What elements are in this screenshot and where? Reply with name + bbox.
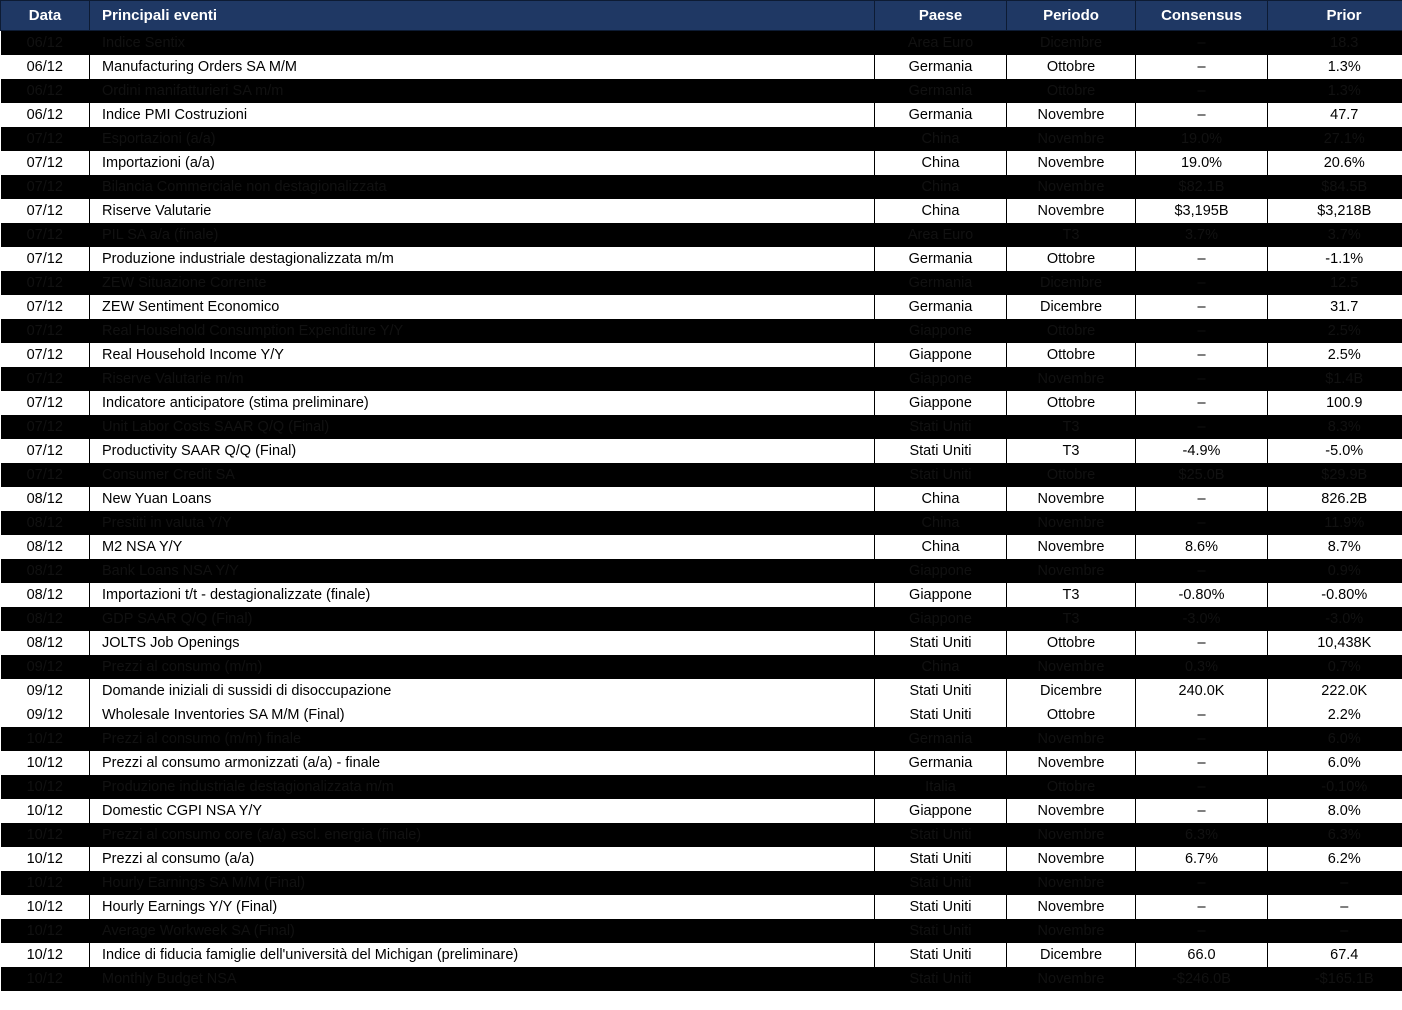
cell-prior: 12.5 bbox=[1268, 271, 1402, 295]
cell-prior: 20.6% bbox=[1268, 151, 1402, 175]
cell-prior: – bbox=[1268, 871, 1402, 895]
cell-country: Area Euro bbox=[875, 223, 1007, 247]
cell-period: Ottobre bbox=[1007, 79, 1136, 103]
cell-event: Produzione industriale destagionalizzata m/m bbox=[90, 247, 875, 271]
cell-country: Giappone bbox=[875, 583, 1007, 607]
cell-period: T3 bbox=[1007, 439, 1136, 463]
cell-prior: 6.0% bbox=[1268, 751, 1402, 775]
cell-consensus: -0.80% bbox=[1136, 583, 1268, 607]
cell-consensus: – bbox=[1136, 871, 1268, 895]
cell-consensus: – bbox=[1136, 919, 1268, 943]
cell-date: 07/12 bbox=[1, 463, 90, 487]
cell-country: Giappone bbox=[875, 799, 1007, 823]
cell-country: China bbox=[875, 655, 1007, 679]
cell-country: Stati Uniti bbox=[875, 415, 1007, 439]
cell-country: Stati Uniti bbox=[875, 703, 1007, 727]
cell-event: Indice PMI Costruzioni bbox=[90, 103, 875, 127]
cell-consensus: – bbox=[1136, 703, 1268, 727]
cell-event: Riserve Valutarie bbox=[90, 199, 875, 223]
table-row bbox=[1, 535, 1402, 559]
cell-event: Unit Labor Costs SAAR Q/Q (Final) bbox=[90, 415, 875, 439]
cell-consensus: $25.0B bbox=[1136, 463, 1268, 487]
cell-period: Novembre bbox=[1007, 847, 1136, 871]
cell-consensus: – bbox=[1136, 367, 1268, 391]
cell-event: Domande iniziali di sussidi di disoccupazione bbox=[90, 679, 875, 703]
cell-period: Dicembre bbox=[1007, 679, 1136, 703]
cell-period: Novembre bbox=[1007, 175, 1136, 199]
cell-date: 08/12 bbox=[1, 511, 90, 535]
cell-prior: 222.0K bbox=[1268, 679, 1402, 703]
cell-period: T3 bbox=[1007, 223, 1136, 247]
cell-event: ZEW Situazione Corrente bbox=[90, 271, 875, 295]
table-row bbox=[1, 559, 1402, 583]
cell-date: 07/12 bbox=[1, 319, 90, 343]
cell-date: 07/12 bbox=[1, 415, 90, 439]
cell-period: Novembre bbox=[1007, 751, 1136, 775]
cell-country: Germania bbox=[875, 79, 1007, 103]
table-row bbox=[1, 775, 1402, 799]
cell-country: China bbox=[875, 151, 1007, 175]
table-row bbox=[1, 487, 1402, 511]
cell-date: 08/12 bbox=[1, 583, 90, 607]
cell-prior: -3.0% bbox=[1268, 607, 1402, 631]
cell-date: 10/12 bbox=[1, 943, 90, 967]
cell-event: Hourly Earnings Y/Y (Final) bbox=[90, 895, 875, 919]
cell-consensus: 19.0% bbox=[1136, 151, 1268, 175]
table-row bbox=[1, 847, 1402, 871]
cell-country: China bbox=[875, 175, 1007, 199]
table-row bbox=[1, 751, 1402, 775]
cell-date: 10/12 bbox=[1, 751, 90, 775]
cell-country: Stati Uniti bbox=[875, 967, 1007, 991]
cell-date: 07/12 bbox=[1, 343, 90, 367]
cell-date: 10/12 bbox=[1, 775, 90, 799]
cell-prior: $3,218B bbox=[1268, 199, 1402, 223]
cell-prior: -0.80% bbox=[1268, 583, 1402, 607]
cell-period: Novembre bbox=[1007, 871, 1136, 895]
cell-date: 08/12 bbox=[1, 559, 90, 583]
table-row bbox=[1, 343, 1402, 367]
cell-consensus: – bbox=[1136, 415, 1268, 439]
cell-consensus: 19.0% bbox=[1136, 127, 1268, 151]
cell-prior: -5.0% bbox=[1268, 439, 1402, 463]
cell-event: Prezzi al consumo (m/m) finale bbox=[90, 727, 875, 751]
cell-date: 07/12 bbox=[1, 175, 90, 199]
cell-period: Novembre bbox=[1007, 727, 1136, 751]
cell-date: 09/12 bbox=[1, 679, 90, 703]
cell-prior: 27.1% bbox=[1268, 127, 1402, 151]
cell-prior: 2.5% bbox=[1268, 343, 1402, 367]
cell-event: Bank Loans NSA Y/Y bbox=[90, 559, 875, 583]
cell-event: Average Workweek SA (Final) bbox=[90, 919, 875, 943]
cell-event: Real Household Consumption Expenditure Y/Y bbox=[90, 319, 875, 343]
cell-prior: 8.0% bbox=[1268, 799, 1402, 823]
table-body bbox=[1, 31, 1402, 992]
cell-consensus: – bbox=[1136, 487, 1268, 511]
cell-consensus: – bbox=[1136, 103, 1268, 127]
cell-event: Produzione industriale destagionalizzata m/m bbox=[90, 775, 875, 799]
table-row bbox=[1, 271, 1402, 295]
table-row bbox=[1, 31, 1402, 56]
cell-consensus: 66.0 bbox=[1136, 943, 1268, 967]
cell-event: Wholesale Inventories SA M/M (Final) bbox=[90, 703, 875, 727]
cell-date: 08/12 bbox=[1, 631, 90, 655]
cell-country: Giappone bbox=[875, 343, 1007, 367]
cell-country: China bbox=[875, 127, 1007, 151]
cell-consensus: – bbox=[1136, 751, 1268, 775]
cell-event: Esportazioni (a/a) bbox=[90, 127, 875, 151]
table-row bbox=[1, 799, 1402, 823]
table-row bbox=[1, 55, 1402, 79]
cell-event: Manufacturing Orders SA M/M bbox=[90, 55, 875, 79]
cell-date: 07/12 bbox=[1, 151, 90, 175]
cell-period: Novembre bbox=[1007, 799, 1136, 823]
cell-consensus: – bbox=[1136, 559, 1268, 583]
cell-period: Novembre bbox=[1007, 367, 1136, 391]
cell-prior: 3.7% bbox=[1268, 223, 1402, 247]
cell-prior: 6.3% bbox=[1268, 823, 1402, 847]
cell-date: 07/12 bbox=[1, 295, 90, 319]
cell-date: 07/12 bbox=[1, 127, 90, 151]
table-row bbox=[1, 583, 1402, 607]
cell-date: 06/12 bbox=[1, 31, 90, 56]
table-header bbox=[1, 1, 1402, 31]
cell-period: Novembre bbox=[1007, 895, 1136, 919]
cell-consensus: 8.6% bbox=[1136, 535, 1268, 559]
cell-consensus: – bbox=[1136, 727, 1268, 751]
cell-country: Germania bbox=[875, 55, 1007, 79]
cell-date: 08/12 bbox=[1, 535, 90, 559]
cell-prior: $1.4B bbox=[1268, 367, 1402, 391]
cell-event: ZEW Sentiment Economico bbox=[90, 295, 875, 319]
cell-country: China bbox=[875, 487, 1007, 511]
cell-prior: 6.0% bbox=[1268, 727, 1402, 751]
cell-period: Novembre bbox=[1007, 511, 1136, 535]
cell-event: Prezzi al consumo core (a/a) escl. energia (finale) bbox=[90, 823, 875, 847]
cell-country: Germania bbox=[875, 295, 1007, 319]
table-row bbox=[1, 319, 1402, 343]
cell-period: Ottobre bbox=[1007, 631, 1136, 655]
cell-date: 10/12 bbox=[1, 847, 90, 871]
table-row bbox=[1, 919, 1402, 943]
cell-event: Riserve Valutarie m/m bbox=[90, 367, 875, 391]
cell-consensus: – bbox=[1136, 55, 1268, 79]
cell-period: Novembre bbox=[1007, 487, 1136, 511]
cell-event: Prezzi al consumo (m/m) bbox=[90, 655, 875, 679]
cell-event: Importazioni t/t - destagionalizzate (finale) bbox=[90, 583, 875, 607]
cell-country: Germania bbox=[875, 727, 1007, 751]
column-header-date: Data bbox=[1, 1, 90, 31]
cell-event: Indice Sentix bbox=[90, 31, 875, 56]
cell-prior: 2.5% bbox=[1268, 319, 1402, 343]
cell-prior: 18.3 bbox=[1268, 31, 1402, 56]
cell-country: Stati Uniti bbox=[875, 679, 1007, 703]
cell-country: China bbox=[875, 511, 1007, 535]
cell-consensus: – bbox=[1136, 895, 1268, 919]
cell-event: Prestiti in valuta Y/Y bbox=[90, 511, 875, 535]
cell-period: Dicembre bbox=[1007, 295, 1136, 319]
table-row bbox=[1, 871, 1402, 895]
cell-date: 06/12 bbox=[1, 79, 90, 103]
cell-event: Importazioni (a/a) bbox=[90, 151, 875, 175]
table-row bbox=[1, 703, 1402, 727]
table-row bbox=[1, 127, 1402, 151]
column-header-period: Periodo bbox=[1007, 1, 1136, 31]
table-row bbox=[1, 247, 1402, 271]
cell-period: Novembre bbox=[1007, 967, 1136, 991]
table-row bbox=[1, 295, 1402, 319]
cell-country: Stati Uniti bbox=[875, 631, 1007, 655]
cell-date: 07/12 bbox=[1, 223, 90, 247]
cell-country: Stati Uniti bbox=[875, 943, 1007, 967]
cell-country: China bbox=[875, 199, 1007, 223]
cell-period: Novembre bbox=[1007, 103, 1136, 127]
cell-country: Stati Uniti bbox=[875, 823, 1007, 847]
cell-event: Real Household Income Y/Y bbox=[90, 343, 875, 367]
cell-prior: 8.7% bbox=[1268, 535, 1402, 559]
table-row bbox=[1, 151, 1402, 175]
cell-event: Bilancia Commerciale non destagionalizzata bbox=[90, 175, 875, 199]
cell-event: Productivity SAAR Q/Q (Final) bbox=[90, 439, 875, 463]
cell-consensus: – bbox=[1136, 271, 1268, 295]
cell-prior: 6.2% bbox=[1268, 847, 1402, 871]
cell-consensus: 6.3% bbox=[1136, 823, 1268, 847]
cell-date: 10/12 bbox=[1, 799, 90, 823]
cell-event: Ordini manifatturieri SA m/m bbox=[90, 79, 875, 103]
cell-event: Hourly Earnings SA M/M (Final) bbox=[90, 871, 875, 895]
cell-period: Ottobre bbox=[1007, 463, 1136, 487]
cell-country: Germania bbox=[875, 103, 1007, 127]
cell-period: Ottobre bbox=[1007, 319, 1136, 343]
table-row bbox=[1, 367, 1402, 391]
table-row bbox=[1, 103, 1402, 127]
cell-period: Ottobre bbox=[1007, 391, 1136, 415]
cell-prior: -1.1% bbox=[1268, 247, 1402, 271]
cell-country: Giappone bbox=[875, 559, 1007, 583]
cell-consensus: – bbox=[1136, 319, 1268, 343]
cell-consensus: – bbox=[1136, 79, 1268, 103]
table-header-row bbox=[1, 1, 1402, 31]
cell-prior: 67.4 bbox=[1268, 943, 1402, 967]
cell-prior: $29.9B bbox=[1268, 463, 1402, 487]
cell-consensus: – bbox=[1136, 343, 1268, 367]
cell-period: Ottobre bbox=[1007, 703, 1136, 727]
cell-date: 10/12 bbox=[1, 895, 90, 919]
cell-prior: 0.9% bbox=[1268, 559, 1402, 583]
table-row bbox=[1, 607, 1402, 631]
cell-prior: 8.3% bbox=[1268, 415, 1402, 439]
cell-consensus: – bbox=[1136, 775, 1268, 799]
cell-date: 07/12 bbox=[1, 247, 90, 271]
cell-country: Stati Uniti bbox=[875, 439, 1007, 463]
cell-prior: – bbox=[1268, 895, 1402, 919]
cell-country: Stati Uniti bbox=[875, 895, 1007, 919]
cell-consensus: – bbox=[1136, 31, 1268, 56]
cell-consensus: 6.7% bbox=[1136, 847, 1268, 871]
cell-country: Giappone bbox=[875, 391, 1007, 415]
cell-country: Giappone bbox=[875, 607, 1007, 631]
cell-country: Giappone bbox=[875, 367, 1007, 391]
cell-consensus: 240.0K bbox=[1136, 679, 1268, 703]
cell-date: 10/12 bbox=[1, 727, 90, 751]
table-row bbox=[1, 463, 1402, 487]
cell-country: Germania bbox=[875, 271, 1007, 295]
cell-country: Stati Uniti bbox=[875, 463, 1007, 487]
table-row bbox=[1, 439, 1402, 463]
cell-date: 10/12 bbox=[1, 919, 90, 943]
table-row bbox=[1, 895, 1402, 919]
cell-period: Novembre bbox=[1007, 655, 1136, 679]
cell-date: 09/12 bbox=[1, 655, 90, 679]
cell-date: 06/12 bbox=[1, 55, 90, 79]
table-row bbox=[1, 943, 1402, 967]
cell-consensus: $82.1B bbox=[1136, 175, 1268, 199]
cell-period: Ottobre bbox=[1007, 775, 1136, 799]
table-row bbox=[1, 823, 1402, 847]
cell-date: 07/12 bbox=[1, 199, 90, 223]
cell-event: New Yuan Loans bbox=[90, 487, 875, 511]
cell-event: Prezzi al consumo armonizzati (a/a) - finale bbox=[90, 751, 875, 775]
cell-prior: 47.7 bbox=[1268, 103, 1402, 127]
cell-consensus: – bbox=[1136, 631, 1268, 655]
cell-event: Consumer Credit SA bbox=[90, 463, 875, 487]
table-row bbox=[1, 415, 1402, 439]
cell-consensus: – bbox=[1136, 295, 1268, 319]
cell-period: T3 bbox=[1007, 583, 1136, 607]
cell-period: Dicembre bbox=[1007, 31, 1136, 56]
cell-prior: 11.9% bbox=[1268, 511, 1402, 535]
cell-country: Italia bbox=[875, 775, 1007, 799]
cell-date: 10/12 bbox=[1, 967, 90, 991]
cell-period: T3 bbox=[1007, 607, 1136, 631]
cell-event: Domestic CGPI NSA Y/Y bbox=[90, 799, 875, 823]
cell-period: Ottobre bbox=[1007, 343, 1136, 367]
cell-country: Germania bbox=[875, 751, 1007, 775]
cell-period: Novembre bbox=[1007, 559, 1136, 583]
cell-prior: -$165.1B bbox=[1268, 967, 1402, 991]
cell-date: 07/12 bbox=[1, 271, 90, 295]
cell-event: Monthly Budget NSA bbox=[90, 967, 875, 991]
cell-date: 09/12 bbox=[1, 703, 90, 727]
cell-period: Dicembre bbox=[1007, 271, 1136, 295]
cell-event: JOLTS Job Openings bbox=[90, 631, 875, 655]
cell-consensus: -$246.0B bbox=[1136, 967, 1268, 991]
cell-prior: $84.5B bbox=[1268, 175, 1402, 199]
cell-prior: – bbox=[1268, 919, 1402, 943]
cell-prior: 2.2% bbox=[1268, 703, 1402, 727]
cell-country: Stati Uniti bbox=[875, 919, 1007, 943]
cell-event: M2 NSA Y/Y bbox=[90, 535, 875, 559]
cell-period: Novembre bbox=[1007, 823, 1136, 847]
cell-period: Novembre bbox=[1007, 127, 1136, 151]
cell-period: Novembre bbox=[1007, 919, 1136, 943]
cell-consensus: – bbox=[1136, 391, 1268, 415]
table-row bbox=[1, 79, 1402, 103]
cell-date: 07/12 bbox=[1, 367, 90, 391]
column-header-consensus: Consensus bbox=[1136, 1, 1268, 31]
cell-event: Indice di fiducia famiglie dell'università del Michigan (preliminare) bbox=[90, 943, 875, 967]
cell-prior: 0.7% bbox=[1268, 655, 1402, 679]
cell-prior: 1.3% bbox=[1268, 55, 1402, 79]
cell-consensus: 3.7% bbox=[1136, 223, 1268, 247]
cell-consensus: – bbox=[1136, 799, 1268, 823]
table-row bbox=[1, 199, 1402, 223]
table-row bbox=[1, 175, 1402, 199]
cell-date: 08/12 bbox=[1, 487, 90, 511]
cell-event: Prezzi al consumo (a/a) bbox=[90, 847, 875, 871]
table-row bbox=[1, 679, 1402, 703]
cell-date: 07/12 bbox=[1, 439, 90, 463]
cell-country: Area Euro bbox=[875, 31, 1007, 56]
cell-prior: 1.3% bbox=[1268, 79, 1402, 103]
table-row bbox=[1, 511, 1402, 535]
cell-period: Novembre bbox=[1007, 535, 1136, 559]
cell-event: PIL SA a/a (finale) bbox=[90, 223, 875, 247]
cell-prior: 826.2B bbox=[1268, 487, 1402, 511]
cell-country: Stati Uniti bbox=[875, 871, 1007, 895]
column-header-event: Principali eventi bbox=[90, 1, 875, 31]
cell-consensus: $3,195B bbox=[1136, 199, 1268, 223]
table-row bbox=[1, 391, 1402, 415]
column-header-country: Paese bbox=[875, 1, 1007, 31]
cell-event: GDP SAAR Q/Q (Final) bbox=[90, 607, 875, 631]
table-row bbox=[1, 655, 1402, 679]
cell-country: Giappone bbox=[875, 319, 1007, 343]
cell-prior: -0.10% bbox=[1268, 775, 1402, 799]
cell-prior: 10,438K bbox=[1268, 631, 1402, 655]
cell-consensus: – bbox=[1136, 511, 1268, 535]
cell-consensus: 0.3% bbox=[1136, 655, 1268, 679]
table-row bbox=[1, 631, 1402, 655]
cell-date: 10/12 bbox=[1, 871, 90, 895]
cell-prior: 31.7 bbox=[1268, 295, 1402, 319]
table-row bbox=[1, 727, 1402, 751]
cell-event: Indicatore anticipatore (stima preliminare) bbox=[90, 391, 875, 415]
cell-period: Novembre bbox=[1007, 151, 1136, 175]
cell-consensus: -4.9% bbox=[1136, 439, 1268, 463]
cell-country: China bbox=[875, 535, 1007, 559]
cell-period: Ottobre bbox=[1007, 55, 1136, 79]
column-header-prior: Prior bbox=[1268, 1, 1402, 31]
cell-period: Ottobre bbox=[1007, 247, 1136, 271]
cell-consensus: -3.0% bbox=[1136, 607, 1268, 631]
cell-period: Novembre bbox=[1007, 199, 1136, 223]
table-row bbox=[1, 223, 1402, 247]
cell-date: 08/12 bbox=[1, 607, 90, 631]
cell-date: 06/12 bbox=[1, 103, 90, 127]
cell-period: T3 bbox=[1007, 415, 1136, 439]
cell-country: Stati Uniti bbox=[875, 847, 1007, 871]
cell-date: 07/12 bbox=[1, 391, 90, 415]
cell-consensus: – bbox=[1136, 247, 1268, 271]
table-row bbox=[1, 967, 1402, 991]
cell-country: Germania bbox=[875, 247, 1007, 271]
cell-date: 10/12 bbox=[1, 823, 90, 847]
cell-period: Dicembre bbox=[1007, 943, 1136, 967]
cell-prior: 100.9 bbox=[1268, 391, 1402, 415]
